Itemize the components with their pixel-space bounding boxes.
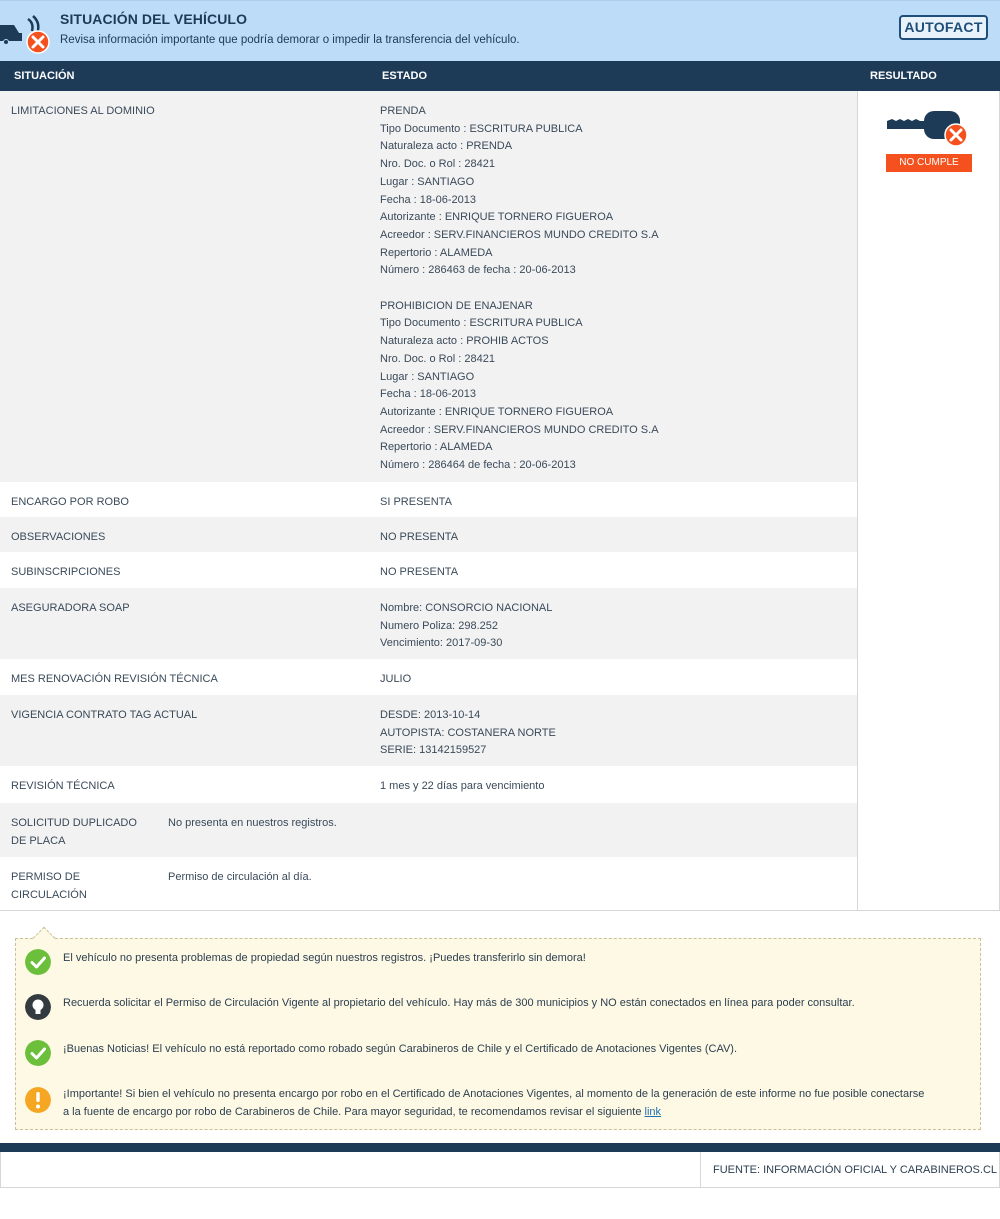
row-label: REVISIÓN TÉCNICA [11,780,115,792]
table-row [0,517,858,552]
footer-bar [0,1143,1000,1152]
note-text: ¡Buenas Noticias! El vehículo no está reportado como robado según Carabineros de Chile y el Certificado de Anotaciones Vigentes (CAV). [63,1043,738,1055]
row-value: JULIO [380,673,412,685]
notes-panel [15,938,981,1130]
soap-line: Nombre: CONSORCIO NACIONAL [380,602,553,614]
prohibicion-line: Nro. Doc. o Rol : 28421 [380,352,495,365]
row-label: MES RENOVACIÓN REVISIÓN TÉCNICA [11,673,218,685]
page-title: SITUACIÓN DEL VEHÍCULO [60,11,248,27]
note-text-line [63,1103,973,1121]
prohibicion-line: Fecha : 18-06-2013 [380,388,477,401]
soap-line: Numero Poliza: 298.252 [380,619,499,632]
check-icon [25,949,51,975]
row-value: 1 mes y 22 días para vencimiento [380,780,545,792]
tag-line: AUTOPISTA: COSTANERA NORTE [380,726,556,739]
column-header-estado: ESTADO [382,70,428,82]
note-item [16,994,980,1024]
row-label: LIMITACIONES AL DOMINIO [11,105,155,117]
spacer [380,280,659,298]
result-column [857,91,1000,911]
table-row [0,766,858,803]
prenda-line: Nro. Doc. o Rol : 28421 [380,158,495,171]
prenda-line: Lugar : SANTIAGO [380,175,475,188]
divider [0,910,1000,911]
status-badge: NO CUMPLE [886,154,972,172]
prenda-line: PRENDA [380,105,426,117]
row-label: ASEGURADORA SOAP [11,602,130,614]
column-header-resultado: RESULTADO [870,70,937,82]
row-value: NO PRESENTA [380,566,459,578]
table-row [0,482,858,517]
prohibicion-line: PROHIBICION DE ENAJENAR [380,299,533,312]
note-text [63,1085,973,1121]
row-value: Permiso de circulación al día. [168,871,312,883]
label-line: SOLICITUD DUPLICADO [11,817,137,829]
prenda-line: Autorizante : ENRIQUE TORNERO FIGUEROA [380,211,614,224]
footer-divider [700,1152,701,1187]
label-line: CIRCULACIÓN [11,888,87,901]
notes-pointer [33,927,56,950]
prohibicion-line: Autorizante : ENRIQUE TORNERO FIGUEROA [380,405,614,418]
note-item [16,1040,980,1070]
column-header-situacion: SITUACIÓN [14,70,75,82]
note-text-part: a la fuente de encargo por robo de Carabineros de Chile. Para mayor seguridad, te recomendamos revisar el siguiente [63,1106,642,1118]
table-header [0,61,1000,91]
prohibicion-line: Número : 286464 de fecha : 20-06-2013 [380,459,576,472]
note-item [16,949,980,979]
row-value [380,103,659,475]
prohibicion-line: Repertorio : ALAMEDA [380,441,493,454]
footer-source: FUENTE: INFORMACIÓN OFICIAL Y CARABINEROS.CL [713,1164,998,1176]
row-label: VIGENCIA CONTRATO TAG ACTUAL [11,709,198,721]
row-label: OBSERVACIONES [11,531,106,543]
carabineros-link[interactable]: link [644,1106,662,1118]
page-subtitle: Revisa información importante que podría demorar o impedir la transferencia del vehículo. [60,34,520,46]
row-value: No presenta en nuestros registros. [168,817,337,829]
car-warning-icon [0,15,52,55]
prohibicion-line: Tipo Documento : ESCRITURA PUBLICA [380,317,583,330]
prenda-line: Fecha : 18-06-2013 [380,193,477,206]
prenda-line: Acreedor : SERV.FINANCIEROS MUNDO CREDITO S.A [380,228,659,241]
prenda-line: Tipo Documento : ESCRITURA PUBLICA [380,122,583,135]
prohibicion-line: Lugar : SANTIAGO [380,370,475,383]
prenda-line: Número : 286463 de fecha : 20-06-2013 [380,264,576,277]
soap-line: Vencimiento: 2017-09-30 [380,637,503,650]
row-value [380,600,552,653]
row-label: ENCARGO POR ROBO [11,496,129,508]
prohibicion-line: Naturaleza acto : PROHIB ACTOS [380,335,549,348]
autofact-logo: AUTOFACT [899,15,988,40]
row-value: SI PRESENTA [380,496,452,508]
table-row [0,552,858,588]
check-icon [25,1040,51,1066]
prenda-line: Naturaleza acto : PRENDA [380,140,513,153]
prenda-line: Repertorio : ALAMEDA [380,246,493,259]
row-label: SUBINSCRIPCIONES [11,566,121,578]
lightbulb-icon [25,994,51,1020]
note-text: El vehículo no presenta problemas de propiedad según nuestros registros. ¡Puedes transferirlo sin demora! [63,952,586,964]
row-value [380,707,556,760]
table-row [0,91,858,482]
table-row [0,588,858,659]
footer [0,1152,1000,1188]
note-text: Recuerda solicitar el Permiso de Circulación Vigente al propietario del vehículo. Hay más de 300 municipios y NO están conectados en línea para poder consultar. [63,997,855,1009]
warning-icon [25,1087,51,1113]
prohibicion-line: Acreedor : SERV.FINANCIEROS MUNDO CREDITO S.A [380,423,659,436]
table-row [0,659,858,695]
tag-line: DESDE: 2013-10-14 [380,709,481,721]
table-row [0,857,858,910]
table-row [0,695,858,766]
label-line: PERMISO DE [11,871,81,883]
note-item [16,1085,980,1125]
row-label [11,869,151,904]
table-row [0,803,858,857]
note-text-line: ¡Importante! Si bien el vehículo no presenta encargo por robo en el Certificado de Anotaciones Vigentes, al momento de la generación de este informe no fue posible conectarse [63,1088,925,1100]
tag-line: SERIE: 13142159527 [380,744,487,757]
section-header [0,0,1000,61]
label-line: DE PLACA [11,834,66,847]
key-fail-icon [886,107,972,149]
row-value: NO PRESENTA [380,531,459,543]
row-label [11,815,151,850]
